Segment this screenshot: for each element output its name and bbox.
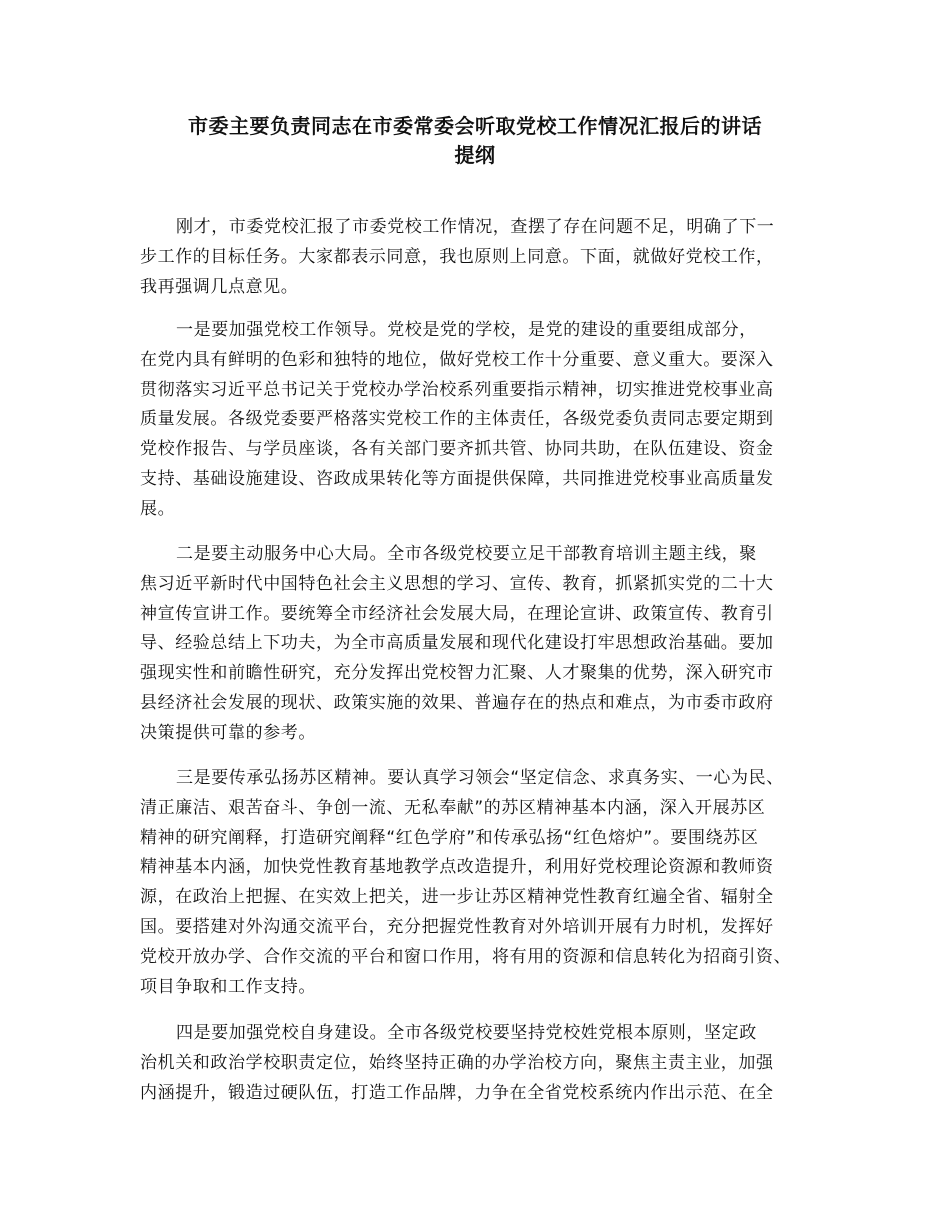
text-line: 内涵提升，锻造过硬队伍，打造工作品牌，力争在全省党校系统内作出示范、在全: [140, 1082, 774, 1103]
paragraph-intro: [140, 213, 816, 302]
text-line: 二是要主动服务中心大局。全市各级党校要立足干部教育培训主题主线，聚: [176, 544, 757, 564]
text-line: 党校作报告、与学员座谈，各有关部门要齐抓共管、协同共助，在队伍建设、资金: [140, 439, 774, 460]
text-line: 四是要加强党校自身建设。全市各级党校要坚持党校姓党根本原则，坚定政: [176, 1023, 757, 1043]
text-line: 县经济社会发展的现状、政策实施的效果、普遍存在的热点和难点，为市委市政府: [140, 692, 774, 713]
paragraph-point-3: [140, 764, 816, 1002]
text-line: 国。要搭建对外沟通交流平台，充分把握党性教育对外培训开展有力时机，发挥好: [140, 916, 774, 937]
text-line: 刚才，市委党校汇报了市委党校工作情况，查摆了存在问题不足，明确了下一: [176, 217, 775, 237]
paragraph-point-2: [140, 540, 816, 749]
text-line: 三是要传承弘扬苏区精神。要认真学习领会“坚定信念、求真务实、一心为民、: [176, 768, 784, 788]
text-line: 强现实性和前瞻性研究，充分发挥出党校智力汇聚、人才聚集的优势，深入研究市: [140, 663, 774, 684]
title-line: 提纲: [454, 143, 496, 167]
text-line: 神宣传宣讲工作。要统筹全市经济社会发展大局，在理论宣讲、政策宣传、教育引: [140, 603, 774, 624]
text-line: 贯彻落实习近平总书记关于党校办学治校系列重要指示精神，切实推进党校事业高: [140, 379, 774, 400]
text-line: 决策提供可靠的参考。: [140, 722, 316, 743]
text-line: 导、经验总结上下功夫，为全市高质量发展和现代化建设打牢思想政治基础。要加: [140, 633, 774, 654]
text-line: 在党内具有鲜明的色彩和独特的地位，做好党校工作十分重要、意义重大。要深入: [140, 349, 774, 370]
paragraph-point-4: [140, 1019, 816, 1108]
text-line: 党校开放办学、合作交流的平台和窗口作用，将有用的资源和信息转化为招商引资、: [140, 946, 792, 967]
text-line: 源，在政治上把握、在实效上把关，进一步让苏区精神党性教育红遍全省、辐射全: [140, 887, 774, 908]
paragraph-point-1: [140, 316, 816, 525]
text-line: 治机关和政治学校职责定位，始终坚持正确的办学治校方向，聚焦主责主业，加强: [140, 1052, 774, 1073]
text-line: 我再强调几点意见。: [140, 276, 299, 297]
text-line: 精神的研究阐释，打造研究阐释“红色学府”和传承弘扬“红色熔炉”。要围绕苏区: [140, 827, 759, 848]
text-line: 展。: [140, 498, 176, 519]
text-line: 步工作的目标任务。大家都表示同意，我也原则上同意。下面，就做好党校工作，: [140, 246, 774, 267]
text-line: 焦习近平新时代中国特色社会主义思想的学习、宣传、教育，抓紧抓实党的二十大: [140, 573, 774, 594]
text-line: 精神基本内涵，加快党性教育基地教学点改造提升，利用好党校理论资源和教师资: [140, 857, 774, 878]
title-line: 市委主要负责同志在市委常委会听取党校工作情况汇报后的讲话: [188, 114, 762, 138]
text-line: 一是要加强党校工作领导。党校是党的学校，是党的建设的重要组成部分，: [176, 320, 757, 340]
text-line: 支持、基础设施建设、咨政成果转化等方面提供保障，共同推进党校事业高质量发: [140, 468, 774, 489]
text-line: 质量发展。各级党委要严格落实党校工作的主体责任，各级党委负责同志要定期到: [140, 409, 774, 430]
document-title: [140, 112, 810, 170]
text-line: 项目争取和工作支持。: [140, 976, 316, 997]
text-line: 清正廉洁、艰苦奋斗、争创一流、无私奉献”的苏区精神基本内涵，深入开展苏区: [140, 797, 766, 818]
